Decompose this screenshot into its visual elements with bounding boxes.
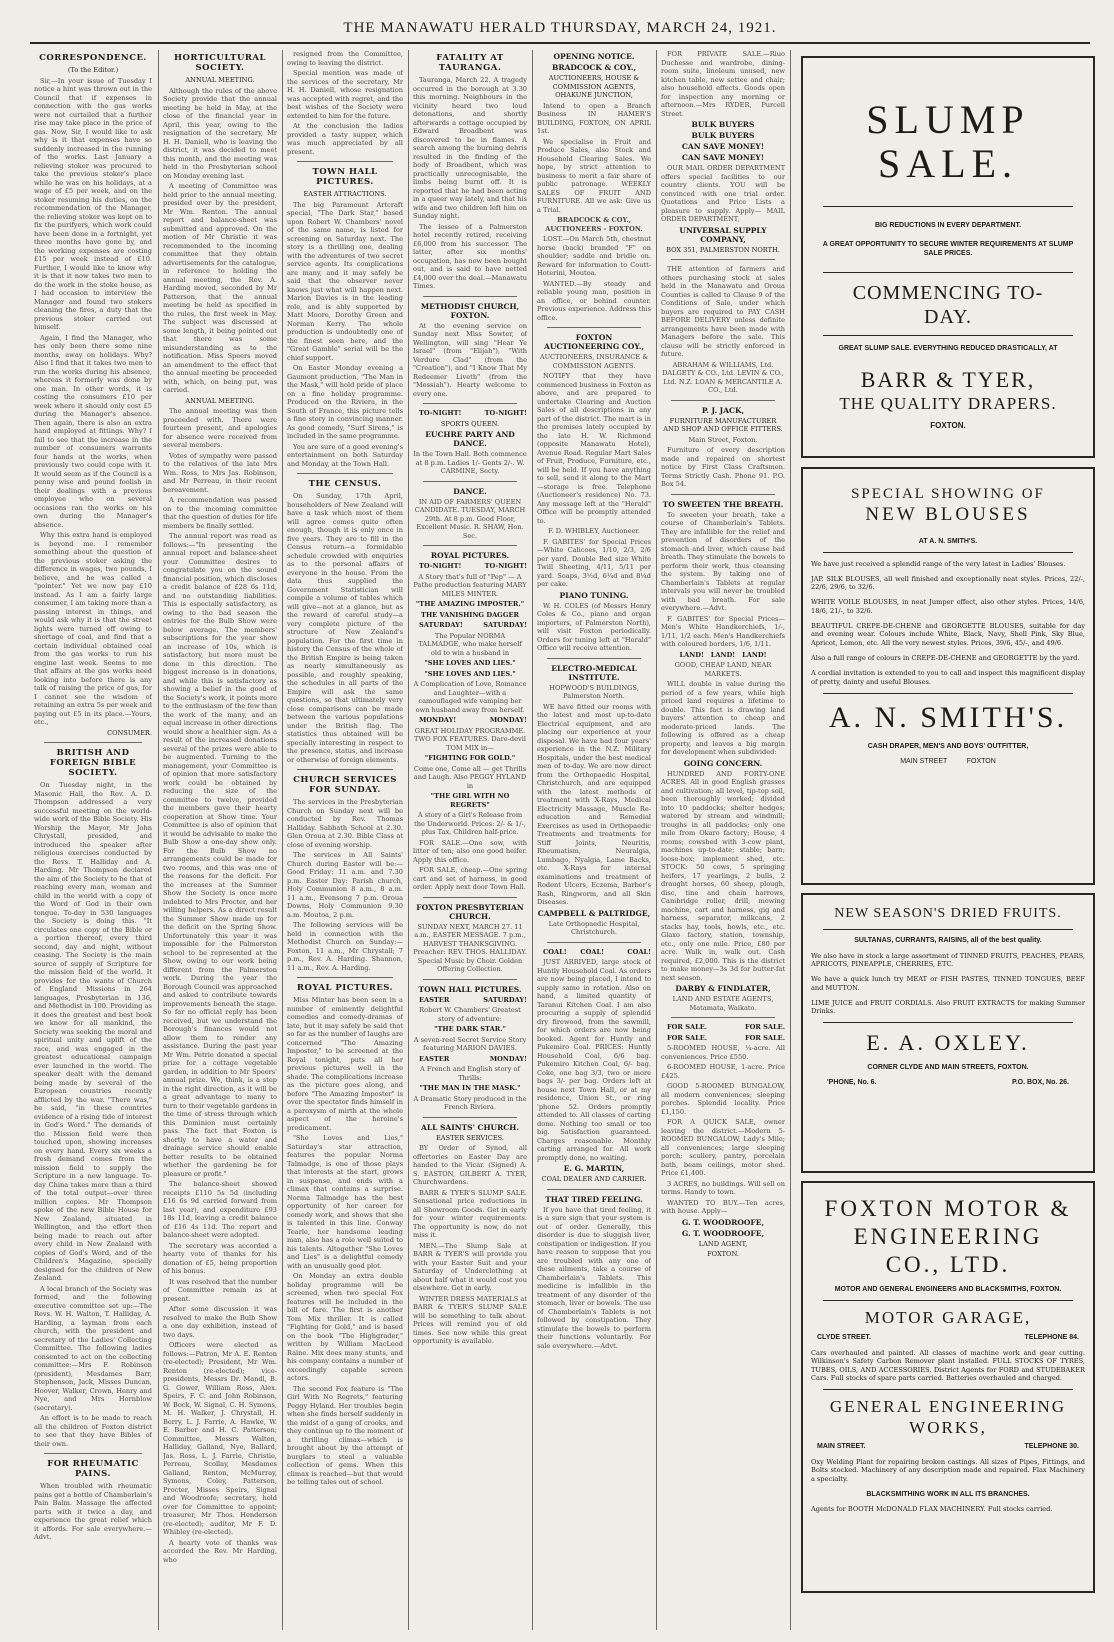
divider (547, 942, 641, 943)
ad-line: FOXTON. (707, 1250, 739, 1258)
ad-body: A Dramatic Story produced in the French Riviera. (413, 1094, 527, 1111)
divider (823, 206, 1073, 207)
masthead (30, 8, 1090, 44)
ad-heading: A. N. SMITH'S. (828, 700, 1068, 734)
ad-heading: DANCE. (453, 486, 487, 496)
ad-line: CASH DRAPER, MEN'S AND BOYS' OUTFITTER, (867, 742, 1029, 750)
ad-line: TO-NIGHT! TO-NIGHT! (419, 409, 527, 417)
ad-heading: ELECTRO-MEDICAL INSTITUTE. (551, 663, 637, 682)
article-body: On Sunday, 17th April, householders of New Zealand will have a task which most of them will agree comes quite often enough, though it is only once in five years. They are to fill in the Census return—a formidable schedule crowded with enquiries as to the personal affairs of everyone in the house. From the data thus supplied the Government Statistician will compile a volume of tables which will give—not at a glance, but as the reward of careful study—a very complete picture of the structure of New Zealand's population. For the first time in history the Census of the whole of the British Empire is being taken as nearly simultaneously as possible, and roughly speaking, the schedules in all parts of the Empire will ask the same questions, so that ultimately very close comparisons can be made between the various populations under the British flag. The statistics thus obtained will be specially interesting in respect to the presence, status, and increase or otherwise of foreign elements. (287, 492, 403, 764)
ad-title: NEW BLOUSES (865, 504, 1031, 525)
divider (547, 658, 641, 659)
ad-line: 'PHONE, No. 6. P.O. BOX, No. 26. (827, 1079, 1069, 1087)
foxton-motor-ad (801, 1181, 1095, 1593)
ad-body: Cars overhauled and painted. All classes of machine work and gear cutting. Wilkinson's Safety Carbon Remover plant installed. FULL STOCKS OF TYRES, TUBES, OILS, AND ACCESSORIES. District Agents for FORD and STUDEBAKER Cars. Full stocks of spare parts carried. Batteries overhauled and charged. (811, 1348, 1085, 1383)
slump-sale-ad (801, 56, 1095, 458)
ad-line: A GREAT OPPORTUNITY TO SECURE WINTER REQUIREMENTS AT SLUMP SALE PRICES. (822, 241, 1074, 257)
heading-bible-society: BRITISH AND FOREIGN BIBLE SOCIETY. (49, 748, 137, 778)
ad-line: "THE AMAZING IMPOSTER." (415, 600, 525, 608)
ad-line: EASTER SERVICES. (435, 1133, 505, 1142)
ad-heading: G. T. WOODROOFE, (681, 1228, 765, 1238)
heading-rheumatic-pains: FOR RHEUMATIC PAINS. (47, 1459, 139, 1479)
ad-line: MAIN STREET FOXTON (900, 757, 996, 765)
ad-title: CO., LTD. (885, 1252, 1011, 1277)
ad-heading: COMMENCING TO-DAY. (852, 282, 1044, 328)
divider (423, 403, 517, 404)
ad-body: GOOD, CHEAP LAND, NEAR MARKETS. WILL double in value during the period of a few years, while high priced land requires a lifetime to double. This fact is drawing land buyers' attention to cheap and moderate-priced lands. The following is offered as a cheap property, and leaves a big margin for development when subdivided: (661, 661, 785, 756)
ad-body: The Popular NORMA TALMADGE, who make herself old to win a husband in (418, 631, 522, 657)
ad-body: A Complication of Love, Romance and Laughter—with a camouflaged wife vamping her own husband away from herself. (413, 680, 527, 714)
ad-heading: DARBY & FINDLATER, (675, 984, 771, 993)
ad-body: If you have that tired feeling, it is a sure sign that your system is out of order. Generally, this disorder is due to sluggish liver, constipation or indigestion. If you have reason to suppose that you are troubled with any one of these ailments, take a course of Chamberlain's Tablets. This medicine is infallible in the treatment of any disorder of the stomach, liver or bowels. The use of Chamberlain's Tablets is not followed by constipation. They stimulate the bowels to perform their functions voluntarily. For sale everywhere.—Advt. (537, 1205, 651, 1350)
article-body: Although the rules of the above Society provide that the annual meeting be held in May, at the close of the financial year in April, this year, owing to the resignation of the secretary, Mr H. H. Daniell, who is leaving the district, it was decided to meet this month, and the meeting was held in the Presbyterian school on Monday evening last. A meeting of Committee was held prior to the annual meeting, presided over by the president, Mr Wm. Renton. The annual report and balance-sheet was submitted and approved. On the motion of Mr Christie it was recommended to the incoming committee that they obtain advertisements for the catalogue, in reference to holding the annual meeting, the Rev. A. Harding moved, seconded by Mr Patterson, that the annual meeting be held as specified in the rules, the first week in May. The subject was discussed at some length, it being pointed out that there was some misunderstanding as to the notification. Miss Speers moved an amendment to the effect that the annual meeting be proceeded with, which, on being put, was carried. (163, 86, 277, 394)
ad-line: AUCTIONEERS, HOUSE & COMMISSION AGENTS, OHAKUNE JUNCTION, (548, 74, 640, 99)
ad-body: BY Order of Synod, all offertories on Easter Day are handed to the Vicar. (Signed) A. S. EASTON, GILBERT A. TYER, Churchwardens. BARR & TYER'S SLUMP SALE. Sensational price reductions in all Showroom Goods. Get in early for your winter requirements. The opportunity is now, do not miss it. MEN.—The Slump Sale at BARR & TYER'S will provide you with your Easter Suit and your Saturday of Underclothing at about half what it would cost you elsewhere. Get in early. WINTER DRESS MATERIALS at BARR & TYER'S SLUMP SALE will be something to talk about. Prices will remind you of old times. See now while this great opportunity is available. (413, 1144, 527, 1345)
article-body: Tauranga, March 22. A tragedy occurred in the borough at 3.30 this morning. Neighbours in the vicinity heard two loud detonations, and shortly afterwards a cottage occupied by Edward Broadbent was discovered to be in flames. A search among the burning debris resulted in the finding of the body of Broadbent, which was practically unrecognisable, the limbs being burnt off. It is reported that he had been acting in a queer way lately, and that his wife and two children left him on Sunday night. The lessee of a Palmerston hotel recently retired, receiving £6,000 from his successor. The latter, after six months' occupation, has now been bought out, and is said to have netted £4,000 over the deal.—Manawatu Times. (413, 76, 527, 290)
ad-heading: EUCHRE PARTY AND DANCE. (425, 430, 515, 448)
ad-line: MONDAY! MONDAY! (419, 716, 527, 724)
ad-heading: THAT TIRED FEELING. (545, 1194, 643, 1204)
ad-body: A story of a Girl's Release from the Underworld. Prices: 2/- & 1/-, plus Tax. Children half-price. FOR SALE.—One sow, with litter of ten; also one good heifer. Apply this office. FOR SALE, cheap.—One spring cart and set of harness, in good order. Apply next door Town Hall. (413, 811, 527, 891)
divider (423, 296, 517, 297)
divider (423, 545, 517, 546)
ad-body: HUNDRED AND FORTY-ONE ACRES. All in good English grasses and cultivation; all level, tip-top soil, been thoroughly worked; divided into 10 paddocks; shelter hedges; watered by stream and windmill; troughs in all paddocks; only one mile from Okaro factory; House, 4 rooms; cowshed with 3-cow plant, machines up-to-date; stable; barn; loose-box; implement shed, etc. STOCK: 50 cows, 5 springing heifers, 17 yearlings, 2 bulls, 2 draught horses, 60 sheep, plough, disc, tine and chain harrows, Cambridge roller, drill, mowing machine, cart and harness, gig and harness, separator, milkcans, 2 stacks hay, tools, bowls, etc., etc. Glaxo factory, station, township, etc., only one mile. Price, £80 per acre. Walk in, walk out. Cash required, £2,000. This is the district to make money—3s 3d for butter-fat next season. (661, 769, 785, 982)
article-body: The annual meeting was then proceeded with. There were fourteen present, and apologies for absence were received from several members. Votes of sympathy were passed to the relatives of the late Mrs Wm. Ross, to Mrs Jas. Robinson, and Mr Perreau, in their recent bereavement. A recommendation was passed on to the incoming committee that the question of duties for life members be finally settled. The annual report was read as follows:—"In presenting the annual report and balance-sheet your Committee desires to congratulate you on the sound financial position, which discloses a credit balance of £28 6s 11d, and no outstanding liabilities. This is especially satisfactory, as owing to the bad season the entries for the Bulb Show were below average. The members' subscriptions for the year show an increase of 10s, which is satisfactory, but more must be done in this direction. The biggest increase is in donations, and while this is satisfactory as showing a belief in the good of the Society's work, it points more to the enthusiasm of the few than the work of the many, and an equal increase in other directions would show a healthier sign. As a result of the increased donations several of the prizes were able to be augmented. Turning to the management, your Committee is of opinion that more satisfactory work could be obtained by reducing the size of the committee to twelve, provided the members gave their hearty cooperation at Show time. Your Committee is also of opinion that it would be advisable to make the Bulb Show a one-day show only. For the Bulb Show no arrangements could be made for two rooms, and this was one of the reasons for the deficit. For the increases at the Summer Show the Society is once more indebted to Mrs Procter, and her willing helpers. As a direct result the Summer Show made up for the deficit on the Spring Show. Unfortunately this year it was impossible for the Palmerston school to be represented at the Show, owing to our work being different from the Palmerston work. During the year the Borough Council was approached and asked to contribute towards improvements beneath the stage. So far no official reply has been received, but we understand the Borough's finances would not allow them to render any assistance. During the past year Mr Wm. Petrie donated a special prize for a cottage vegetable garden, in addition to Mr Speers' annual prize. We, think, is a step in the right direction, as it will be a great advantage to many to turn to their vegetable gardens in the time of stress through which this Dominion must certainly pass. The fact that Foxton is shortly to have a water and drainage service should enable better results to be obtained whether the gardening be for pleasure or profit." The balance-sheet showed receipts £110 5s 5d (including £16 6s 9d carried forward from last year), and expenditure £93 18s 11d, leaving a credit balance of £16 4s 11d. The report and balance-sheet were adopted. The secretary was accorded a hearty vote of thanks for his donation of £5, being proportion of his bonus. It was resolved that the number of Committee remain as at present. After some discussion it was resolved to make the Bulb Show a one day exhibition, instead of two days. Officers were elected as follows:—Patron, Mr A. E. Renton (re-elected); President, Mr Wm. Renton (re-elected); vice-presidents, Messrs Dr. Mandl, B. G. Gower, William Ross, Alex. Speirs, F. C. and John Robinson, W. Bock, W. Signal, C. H. Symons, M. H. Walker, J. Chrystall, H. Berry, L. J. Farrie, A. Hawke, W. E. Barber and H. C. Patterson; Committee, Messrs Walton, Halliday, Galland, Nye, Ballard, Jas. Ross, L. J. Farrie, Christie, Perreau, Scollay, Mesdames Galland, Renton, McMurray, Symons, Coley, Patterson, Procter, Misses Speirs, Signal and Woodroofe; secretary, held over for Committee to appoint; treasurer, Mr Thos. Henderson (re-elected); auditor, Mr F. D. Whibley (re-elected). A hearty vote of thanks was accorded the Rev. Mr Harding, who (163, 407, 277, 1564)
column-2 (163, 50, 277, 1635)
ad-body: In the Town Hall. Both commence at 8 p.m. Ladies 1/- Gents 2/-. W. CARMINE, Secty. (413, 450, 527, 475)
column-rule (282, 50, 283, 1630)
ad-line: "SHE LOVES AND LIES." (424, 669, 516, 678)
divider (297, 769, 393, 770)
ad-heading: OPENING NOTICE. (553, 52, 635, 61)
ad-body: LAND AND ESTATE AGENTS, Matamata, Waikato. (672, 995, 774, 1012)
ad-line: MOTOR AND GENERAL ENGINEERS AND BLACKSMITHS, FOXTON. (834, 1286, 1062, 1293)
ad-body: Late Orthopaedic Hospital, Christchurch. (548, 919, 640, 936)
heading-royal-pictures: ROYAL PICTURES. (296, 983, 394, 993)
divider (423, 1117, 517, 1118)
dried-fruits-ad (801, 893, 1095, 1173)
ad-body: JUST ARRIVED, large stock of Huntly Household Coal. As orders are now being placed, I intend to supply same in rotation. Also on hand, a limited quantity of Taranui Kitchen Coal. I am also procuring a supply of splendid dry firewood, from the sawmill, for which orders are now being booked. Agent for Huntly and Pukemiro Coal. PRICES: Huntly Household Coal, 6/6 bag. Pukemiro Kitchen Coal, 6/- bag. Coke, one bag 3/3, two or more bags 3/- per bag. Orders left at house next Town Hall, or at my residence, Union St., or ring 'phone 52. Orders promptly attended to. All classes of carting done. Nothing too small or too big. Satisfaction guaranteed. Charges reasonable. Monthly carting arranged for. All work promptly done, no waiting. (537, 958, 651, 1162)
ad-heading: BARR & TYER, (860, 367, 1036, 392)
ad-heading: CAN SAVE MONEY! (681, 153, 765, 162)
ad-body: A French and English story of Thrills: (420, 1065, 520, 1082)
column-rule (532, 50, 533, 1630)
divider (823, 552, 1073, 553)
ad-body: A seven-reel Secret Service Story featuring MARION DAVIES. (413, 1035, 527, 1052)
column-4 (413, 50, 527, 1635)
ad-heading: FOXTON PRESBYTERIAN CHURCH. (416, 902, 524, 921)
ad-body: Intend to open a Branch Business IN HAMER'S BUILDING, FOXTON, ON APRIL 1st. We specialise in Fruit and Produce Sales, also Stock and Household Clearing Sales. We hope, by strict attention to business to merit a fair share of public patronage. WEEKLY SALES OF FRUIT AND FURNITURE. All we ask: Give us a Trial. BRADCOCK & COY., AUCTIONEERS - FOXTON. LOST.—On March 5th, chestnut horse (back) branded "F" on shoulder; saddle and bridle on. Reward for information to Coutt-Hoterini, Moutoa. WANTED.—By steady and reliable young man, position in an office, or behind counter. Previous experience. Address this office. (537, 101, 651, 322)
ad-line: AT A. N. SMITH'S. (918, 538, 978, 545)
divider (547, 1189, 641, 1190)
divider (671, 494, 775, 495)
ad-body: Come one, Come all — get Thrills and Laugh. Also PEGGY HYLAND in (413, 764, 527, 790)
divider (297, 473, 393, 474)
ad-line: BLACKSMITHING WORK IN ALL ITS BRANCHES. (866, 1490, 1030, 1498)
ad-heading: BULK BUYERS (691, 131, 755, 140)
ad-heading: FOXTON AUCTIONEERING COY., (544, 333, 644, 351)
signature: CONSUMER. (107, 728, 152, 737)
divider (423, 979, 517, 980)
ad-line: SULTANAS, CURRANTS, RAISINS, all of the best quality. (854, 937, 1042, 944)
ad-heading: CAN SAVE MONEY! (681, 142, 765, 151)
heading-town-hall: TOWN HALL PICTURES. (312, 167, 378, 187)
ad-heading: MOTOR GARAGE, (864, 1308, 1032, 1327)
article-body: The big Paramount Artcraft special, "The Dark Star," based upon Robert W. Chambers' novel of the same name, is listed for screening on Saturday next. The story is a thrilling one, dealing with the adventures of two secret service agents. Its complications are many, and it may safely be said that the observer never knows just what will happen next. Marion Davies is in the leading role, and is ably supported by Matt Moore, Dorothy Green and Norman Kerry. The whole production is undoubtedly one of the finest seen here, and the "Great Gamble" serial will be the chief support. On Easter Monday evening a Gaumont production, "The Man in the Mask," will hold pride of place on a fine holiday programme. Produced on the Riviera, in the South of France, this picture tells a fine story in convincing manner. As good comedy, "Surf Sirens," is included in the same programme. You are sure of a good evening's entertainment on both Saturday and Monday, at the Town Hall. (287, 200, 403, 468)
ad-line: "THE DARK STAR." (434, 1025, 506, 1033)
ad-line: GREAT SLUMP SALE. EVERYTHING REDUCED DRASTICALLY, AT (838, 345, 1058, 352)
ad-body: GREAT HOLIDAY PROGRAMME. TWO FOX FEATURES. Dare-devil TOM MIX in— (414, 726, 526, 752)
article-body: Miss Minter has been seen in a number of eminently delightful comedies and comedy-dramas of late, but it may safely be said that so far as the number of laughs are concerned "The Amazing Imposter," to be screened at the Royal tonight, puts all her previous pictures well in the shade. The complications increase as the picture goes along, and before "The Amazing Imposter" is over the spectator finds himself in a paroxysm of mirth at the whole aspect of the heroine's predicament. "She Loves and Lies," Saturday's star attraction, features the popular Norma Talmadge, is one of those plays that interests at the start, grows in suspense, and ends with a climax that contains a surprise. Norma Talmadge has the best opportunity of her career for comedy work, and shows that she is talented in this line. Conway Tearle, her handsome leading man, also has a role well suited to his talents. Altogether "She Loves and Lies" is a delightful comedy with an unusually good plot. On Monday an extra double holiday programme will be screened, when two special Fox features will be included in the bill of fare. The first is another Tom Mix thriller. It is called "Fighting for Gold," and is based on the book "The Highgrader," written by William MacLeod Raine. Mix does many stunts, and his company contains a number of exceedingly capable screen actors. The second Fox feature is "The Girl With No Regrets," featuring Peggy Hyland. Her troubles begin when she finds herself suddenly in the midst of a gang of crooks, and they continue up to the moment of a thrilling climax—which is brought about by the attempt of burglars to steal a valuable collection of gems. When this climax is reached—but that would be telling tales out of school. (287, 996, 403, 1486)
ad-line: EASTER MONDAY! (419, 1054, 527, 1063)
ad-body: Main Street, Foxton. Furniture of every description made and repaired on shortest notice by First Class Craftsmen. Terms Strictly Cash. Phone 91. P.O. Box 54. (661, 435, 785, 488)
ad-title: ENGINEERING (853, 1224, 1043, 1249)
ad-line: COAL DEALER AND CARRIER. (541, 1175, 647, 1183)
ad-body: To sweeten your breath, take a course of Chamberlain's Tablets. They are infallible for the relief and prevention of disorders of the stomach and liver, which cause bad breath. They stimulate the bowels to perform their work, thus cleansing the system. By taking one of Chamberlain's Tablets at regular intervals you will never be troubled with bad breath. For sale everywhere.—Advt. F. GABITES' for Special Prices—Men's White Handkerchiefs, 1/-, 1/11, 1/2 each. Men's Handkerchiefs with coloured borders, 1/6, 1/11. (661, 510, 785, 648)
ad-title: SPECIAL SHOWING OF (851, 486, 1045, 502)
ad-line: CORNER CLYDE AND MAIN STREETS, FOXTON. (867, 1064, 1029, 1072)
ad-title: FOXTON MOTOR & (824, 1196, 1072, 1221)
divider (547, 327, 641, 328)
ad-body: At the evening service on Sunday next Miss Sowter, of Wellington, will sing "Hear Ye Israel" (from "Elijah"), "With Verdure Clad" (from the "Creation"), and "I Know That My Redeemer Liveth" (from the "Messiah"). Hearty welcome to every one. (413, 321, 527, 398)
divider (823, 1300, 1073, 1301)
article-body: The services in the Presbyterian Church on Sunday next will be conducted by Rev. Thomas Halliday. Sabbath School at 2.30. Glen Oroua at 2.30. Bible Class at close of evening worship. The services in All Saints' Church during Easter will be:—Good Friday: 11 a.m. and 7.30 p.m. Easter Day: Parish church, Holy Communion 8 a.m., 8 a.m. 11 a.m., Evensong 7 p.m. Oroua Downs, Holy Communion 9.30 a.m. Moutoa, 2 p.m. The following services will be held in connection with the Methodist Church on Sunday:—Foxton, 11 a.m., Mr Chrystall; 7 p.m., Rev. A. Harding. Shannon, 11 a.m., Rev. A. Harding. (287, 798, 403, 972)
masthead-title: THE MANAWATU HERALD THURSDAY, MARCH 24, 1921. (343, 20, 777, 36)
ad-heading: THE QUALITY DRAPERS. (839, 394, 1057, 413)
article-body: When troubled with rheumatic pains get a bottle of Chamberlain's Pain Balm. Massage the affected parts with it twice a day, and experience the great relief which it affords. For sale everywhere.—Advt. (34, 1482, 152, 1541)
heading-church-services: CHURCH SERVICES FOR SUNDAY. (293, 775, 397, 795)
ad-line: COAL! COAL! COAL! (543, 947, 651, 956)
ad-line: "FIGHTING FOR GOLD." (424, 754, 516, 762)
ad-body: We have just received a splendid range of the very latest in Ladies' Blouses. JAP. SILK BLOUSES, all well finished and exceptionally neat styles. Prices, 22/-, 22/6, 29/6, to 32/6. WHITE VOILE BLOUSES, in neat Jumper effect, also other styles. Prices, 14/6, 18/6, 21/-, to 32/6. BEAUTIFUL CREPE-DE-CHENE and GEORGETTE BLOUSES, suitable for day and evening wear. Colours include White, Black, Navy, Shell Pink, Sky Blue, Apricot, Lemon, etc. All the very newest styles. Prices, 39/6, 45/-, and 49/6. Also a full range of colours in CREPE-DE-CHENE and GEORGETTE by the yard. A cordial invitation is extended to you to call and inspect this magnificent display of pretty, dainty and useful Blouses. (811, 559, 1085, 686)
subheading: (To the Editor.) (67, 66, 119, 74)
ad-heading: GOING CONCERN. (683, 758, 763, 768)
heading-methodist: METHODIST CHURCH, FOXTON. (420, 301, 520, 320)
ad-heading: ROYAL PICTURES. (430, 551, 510, 560)
ad-line: CLYDE STREET. TELEPHONE 84. (817, 1334, 1079, 1341)
ad-body: Robert W. Chambers' Greatest story of adventure: (419, 1006, 521, 1023)
heading-correspondence: CORRESPONDENCE. (39, 53, 147, 63)
ad-heading: GENERAL ENGINEERING WORKS, (829, 1397, 1067, 1438)
divider (423, 481, 517, 482)
ad-line: BIG REDUCTIONS IN EVERY DEPARTMENT. (874, 222, 1022, 229)
ad-body: Oxy Welding Plant for repairing broken castings. All sizes of Pipes, Fittings, and Bolts stocked. Machinery of any description made and repaired. Flax Machinery a specialty. (811, 1457, 1085, 1483)
ad-body: HOPWOOD'S BUILDINGS, Palmerston North. WE have fitted our rooms with the latest and most up-to-date Electrical equipment, and are placing our experience at your disposal. We have had four years' experience in the N.Z. Military Hospitals, under the best medical men of to-day. We are now direct from the Orthopaedic Hospital, Christchurch, and are equipped with the latest methods of treatment with X-Rays, Medical Electricity Massage, Muscle Re-education and Remedial Exercises as used in Orthopaedic Treatments and treatments for Stiff Joints, Neuritis, Rheumatism, Neuralgia, Lumbago, Nyalgia, Lame Backs, etc. X-Rays for internal examinations and treatment of Rodent Ulcers, Eczema, Barber's Rash, Ringworm, and all Skin Diseases. (537, 683, 651, 906)
divider (44, 742, 142, 743)
ad-body: THE attention of farmers and others purchasing stock at sales held in the Manawatu and Oroua Counties is called to Clause 9 of the Conditions of Sale, under which buyers are required to PAY CASH BEFORE DELIVERY unless definite arrangements have been made with Managers before the sale. This clause will be strictly enforced in future. ABRAHAM & WILLIAMS, Ltd. DALGETY & CO., Ltd. LEVIN & CO., Ltd. N.Z. LOAN & MERCANTILE A. CO., Ltd. (661, 265, 785, 394)
ad-body: Agents for BOOTH McDONALD FLAX MACHINERY. Full stocks carried. (811, 1505, 1053, 1514)
article-body: On Tuesday night, in the Masonic Hall, the Rev. A. D. Thompson addressed a very successful meeting on the world-wide work of the Bible Society. His Worship the Mayor, Mr John Chrystall, presided, and introduced the speaker after religious exercises conducted by the Revs. T. Halliday and A. Harding. Mr Thompson declared the aim of the Society to be that of reaching every man, woman and child in the world with a copy of the Word of God in their own tongue. To-day in 530 languages the Society is doing this. "It circulates one copy of the Bible or a portion thereof, every third second, day and night, without ceasing. The Society is the main source of supply of Scripture for the mission field of the world. It provides for the wants of Church of England Missions in 264 languages, Presbyterian in 136, and Methodist in 100. Providing as it does the greatest and best book we know for all mankind, the Society was seeking the moral and spiritual unity and uplift of the race, and was engaged in the greatest educational campaign ever launched in the world. The speaker dealt with the demand being made by several of the European countries recently afflicted by the war. "There was," he said, "in these countries evidence of a rising tide of interest in God's Word." The demands of the Mission field were then touched upon, showing increases on every hand. Every six weeks a fresh demand comes from the mission field to supply the Scripture in a new language. To-day China takes more than a third of the total output—over three million copies. Mr Thompson spoke of the new Bible House for New Zealand, situated in Wellington, and the effort then being made to reach out after every child in New Zealand with copies of God's Word, and of the Children's Magazine, specially designed for the children of New Zealand. A local branch of the Society was formed, and the following executive committee set up:—The Revs. W. H. Walton, T. Halliday, A. Harding, a layman from each church, with the president and secretary of the Ladies' Collecting Committee. The following ladies consented to act on the collecting committee:—Mrs F. Robinson (president), Mesdames Barr, Stephenson, Jack, Misses Duncan, Hoover, Walker, Crown, Henry and Nye, and Mrs Hornblow (secretary). An effort is to be made to reach all the children of Foxton district to see that they have Bibles of their own. (34, 781, 152, 1448)
column-rule (408, 50, 409, 1630)
ad-title: SLUMP (866, 97, 1030, 142)
subheading: ANNUAL MEETING. (185, 76, 255, 84)
subheading: EASTER ATTRACTIONS. (303, 190, 387, 198)
ad-heading: TOWN HALL PICTURES. (418, 984, 522, 994)
ad-heading: UNIVERSAL SUPPLY COMPANY, (679, 225, 767, 244)
ad-line: LAND! LAND! LAND! (679, 650, 767, 659)
divider (823, 929, 1073, 930)
ad-line: EASTER SATURDAY! (419, 995, 527, 1004)
ad-line: BOX 351, PALMERSTON NORTH. (666, 245, 780, 254)
ad-body: AUCTIONEERS, INSURANCE & COMMISSION AGENTS. NOTIFY that they have commenced business in Foxton as above, and are prepared to undertake Clearing and Auction Sales of all descriptions in any part of the district. The mart is in the premises lately occupied by the late H. W. Richmond (opposite Manawatu Hotel), Avenue Road. Regular Mart Sales of Fruit, Produce, Furniture, etc., will be held. If you have anything to sell, send it along to the Mart—storage is free. Telephone (Auctioneer's residence) No. 73. Any message left at the "Herald" Office will be promptly attended to. F. D. WHIBLEY, Auctioneer. F. GABITES' for Special Prices—White Calicoes, 1/10, 2/3, 2/6 per yard. Double Bed size White Twill Sheeting, 4/11, 5/11 per yard. Soaps, 3½d, 6¼d and 8¼d per cake. (537, 353, 651, 588)
divider (671, 259, 775, 260)
divider (297, 161, 393, 162)
ad-body: SUNDAY NEXT, MARCH 27. 11 a.m., EASTER MESSAGE. 7 p.m., HARVEST THANKSGIVING. Preacher: REV. THOS. HALLIDAY. Special Music by Choir. Golden Offering Collection. (413, 922, 527, 973)
ad-line: "THE GIRL WITH NO REGRETS" (430, 792, 510, 809)
ad-heading: P. J. JACK, (701, 405, 745, 415)
ad-title: NEW SEASON'S DRIED FRUITS. (834, 906, 1062, 921)
ad-heading: G. T. WOODROOFE, (681, 1217, 765, 1227)
column-rule (158, 50, 159, 1630)
ad-heading: E. G. MARTIN, (563, 1164, 625, 1173)
ad-heading: E. A. OXLEY. (866, 1030, 1030, 1056)
ad-body: A Story that's full of "Pep" — A Pathe production featuring MARY MILES MINTER. (413, 572, 527, 598)
ad-line: MAIN STREET. TELEPHONE 30. (817, 1443, 1079, 1451)
ad-title: SALE. (878, 141, 1018, 186)
column-1 (34, 50, 152, 1635)
subheading: ANNUAL MEETING. (185, 396, 255, 405)
ad-body: 5-ROOMED HOUSE, ¼-acre. All conveniences. Price £550. 6-ROOMED HOUSE, 1-acre. Price £425. GOOD 5-ROOMED BUNGALOW, all modern conveniences; sleeping porches. Splendid locality. Price £1,150. FOR A QUICK SALE, owner leaving the district.—Modern 5-ROOMED BUNGALOW, Lady's Mile; all conveniences; large sleeping porch; scullery, pantry, porcelain bath, beam ceilings, motor shed. Price £1,400. 3 ACRES, no buildings. Will sell on terms. Handy to town. WANTED TO BUY.—Ten acres, with house. Apply— (661, 1044, 785, 1215)
divider (297, 977, 393, 978)
divider (823, 335, 1073, 336)
article-body: Sir,—In your issue of Tuesday I notice a hint was thrown out in the Council that if expenses in connection with the gas works were not curtailed that a further rise may take place in the price of gas. Now, Sir, I would like to ask why is it that expenses have so suddenly increased in the running of the works. Last January a relieving stoker was procured to take the previous stoker's place while he was on his holidays, at a wage of £5 per week, and on the stoker resuming his duties, on the recommendation of the Manager, the relieving stoker was kept on to fix the purifyers, which work could have been done in a fortnight, yet three months have gone by, and the working expenses are costing £15 per week instead of £10. Further, I would like to know why it is that it now takes two men to do the work in the stoke house, as I had occasion to interview the Manager and found two stokers cleaning the fires, a duty that the previous stoker carried out himself. Again, I find the Manager, who has only been there some nine months, away on holidays. Why? Also I find that it takes two men to run the works during his absence, whereas it formerly was done by one man. In other words, it is costing the consumers £10 per week where it should only cost £5 during the Manager's absence. Then again, there is also an extra hand employed at fittings. Why? I fail to see that the increase in the number of consumers warrants four hands at the works, when previously two could cope with it. It would seem as if the Council is a penny wise and pound foolish in their dealings with a previous employee who on several occasions ran the works on his own during the Manager's absence. Why this extra hand is employed is beyond me. I remember something about the question of the previous stoker asking the difference in wages, two pounds, I believe, and he was called a "pointer." Yet we now pay £10 instead. As I am a fairly large consumer, I am taking more than a passing interest in things, and would ask why it is that the street lights were turned off owing to shortage of coal, and find that a certain individual obtained coal from the gas works to run his engine last week. Seems to me that affairs at the gas works need looking into before there is any talk of raising the price of gas, for I cannot see the wisdom of retaining an extra 5s per week and paying out £5 in its place.—Yours, etc., (34, 76, 152, 726)
column-3 (287, 50, 403, 1635)
ad-line: LAND AGENT, (698, 1239, 748, 1248)
heading-census: THE CENSUS. (308, 479, 382, 489)
ad-body: OUR MAIL ORDER DEPARTMENT offers special facilities to our country clients. YOU will be convinced with one trial order. Quotations and Price Lists a pleasure to supply. Apply— MAIL ORDER DEPARTMENT, (661, 164, 785, 223)
ad-heading: PIANO TUNING. (559, 590, 629, 600)
divider (823, 693, 1073, 694)
ad-heading: ALL SAINTS' CHURCH. (421, 1122, 519, 1132)
ad-line: "THE MAN IN THE MASK." (419, 1084, 521, 1092)
column-rule (656, 50, 657, 1630)
ad-heading: BULK BUYERS (691, 120, 755, 129)
ad-heading: BRADCOCK & COY., (552, 63, 636, 72)
ad-line: TO-NIGHT! TO-NIGHT! (419, 562, 527, 570)
ad-line: FOXTON. (930, 421, 966, 430)
divider (823, 1022, 1073, 1023)
divider (823, 1389, 1073, 1390)
heading-horticultural: HORTICULTURAL SOCIETY. (174, 53, 266, 73)
column-6 (661, 50, 785, 1635)
ad-line: FURNITURE MANUFACTURER AND SHOP AND OFFICE FITTERS. (663, 416, 783, 433)
ad-heading: TO SWEETEN THE BREATH. (662, 499, 784, 509)
ad-body: FOR PRIVATE SALE.—Riuo Duchesse and wardrobe, dining-room suite, linoleum unused, new kitchen table, new settee and chair; also household effects. Goods open for inspection any morning or afternoon.—Mrs RYDER, Purcell Street. (661, 50, 785, 118)
divider (671, 1017, 775, 1018)
new-blouses-ad (801, 467, 1095, 885)
ad-line: SATURDAY! SATURDAY! (419, 621, 527, 629)
ad-body: We also have in stock a large assortment of TINNED FRUITS, PEACHES, PEARS, APRICOTS, PINEAPPLE, CHERRIES, ETC. We have a quick lunch try MEAT or FISH PASTES, TINNED TONGUES, BEEF and MUTTON. LIME JUICE and FRUIT CORDIALS. Also FRUIT EXTRACTS for making Summer Drinks. (811, 951, 1085, 1016)
column-rule (790, 50, 791, 1630)
divider (671, 400, 775, 401)
ad-body: IN AID OF FARMERS' QUEEN CANDIDATE. TUESDAY, MARCH 29th. At 8 p.m. Good Floor, Excellent Music. R. SHAW, Hon. Sec. (414, 497, 526, 540)
ad-body: W. H. COLES (of Messrs Henry Coles & Co., piano and organ importers, of Palmerston North), will visit Foxton periodically. Orders for tuning left at "Herald" Office will receive attention. (537, 601, 651, 652)
article-body: resigned from the Committee, owing to leaving the district. Special mention was made of the services of the secretary, Mr H. H. Daniell, whose resignation was accepted with regret, and the best wishes of the Society were extended to him for the future. At the conclusion the ladies provided a tasty supper, which was much appreciated by all present. (287, 50, 403, 156)
ad-line: SPORTS QUEEN. (440, 419, 500, 428)
ad-line: THE VANISHING DAGGER (421, 610, 519, 619)
ad-line: FOR SALE. FOR SALE. (667, 1033, 785, 1042)
ad-line: "SHE LOVES AND LIES." (424, 659, 516, 667)
heading-fatality: FATALITY AT TAURANGA. (436, 53, 504, 73)
divider (423, 897, 517, 898)
column-5 (537, 50, 651, 1635)
divider (823, 272, 1073, 273)
ad-heading: CAMPBELL & PALTRIDGE, (537, 908, 651, 918)
divider (44, 1453, 142, 1454)
ad-line: FOR SALE. FOR SALE. (667, 1023, 785, 1031)
